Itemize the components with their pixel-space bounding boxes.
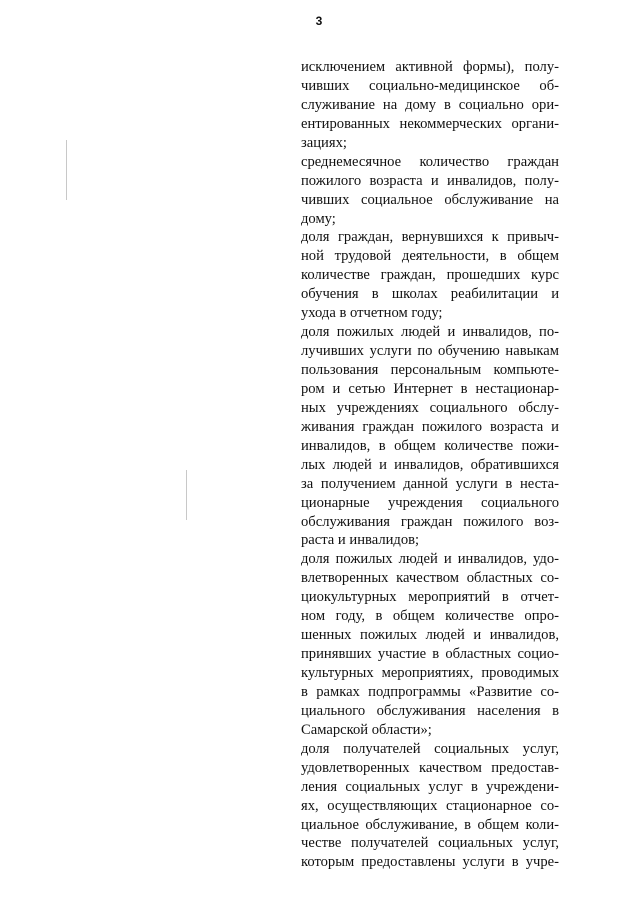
text-line: служивание на дому в социально ори- xyxy=(301,96,559,113)
text-line: удовлетворенных качеством предостав- xyxy=(301,759,559,776)
paragraph xyxy=(301,550,559,739)
text-line: ухода в отчетном году; xyxy=(301,305,443,322)
text-line: ях, осуществляющих стационарное со- xyxy=(301,797,559,814)
scan-artifact xyxy=(66,140,67,200)
text-line: лучивших услуги по обучению навыкам xyxy=(301,343,559,360)
text-line: доля граждан, вернувшихся к привыч- xyxy=(301,229,559,246)
text-line: принявших участие в областных социо- xyxy=(301,646,559,663)
text-line: среднемесячное количество граждан xyxy=(301,153,559,170)
text-line: которым предоставлены услуги в учре- xyxy=(301,854,559,871)
text-line: пользования персональным компьюте- xyxy=(301,362,559,378)
text-line: пожилого возраста и инвалидов, полу- xyxy=(301,172,559,189)
text-line: влетворенных качеством областных со- xyxy=(301,570,559,587)
text-line: ной трудовой деятельности, в общем xyxy=(301,248,559,265)
text-line: обслуживания граждан пожилого воз- xyxy=(301,513,559,530)
text-line: раста и инвалидов; xyxy=(301,532,420,549)
paragraph xyxy=(301,228,559,323)
text-line: циальное обслуживание, в общем коли- xyxy=(301,816,559,833)
paragraph xyxy=(301,323,559,550)
text-line: зациях; xyxy=(301,134,347,151)
text-line: количестве граждан, прошедших курс xyxy=(301,267,559,284)
text-line: чивших социальное обслуживание на xyxy=(301,191,559,208)
text-line: живания граждан пожилого возраста и xyxy=(301,418,559,435)
text-line: ентированных некоммерческих органи- xyxy=(301,115,559,132)
text-line: честве получателей социальных услуг, xyxy=(301,835,559,852)
text-line: циального обслуживания населения в xyxy=(301,702,559,719)
text-line: ления социальных услуг в учреждени- xyxy=(301,778,559,795)
text-line: ционарные учреждения социального xyxy=(301,494,559,511)
text-line: доля пожилых людей и инвалидов, удо- xyxy=(301,551,559,568)
text-line: исключением активной формы), полу- xyxy=(301,59,559,75)
text-line: культурных мероприятиях, проводимых xyxy=(301,665,559,681)
text-line: циокультурных мероприятий в отчет- xyxy=(301,589,559,606)
page-number-text: 3 xyxy=(315,14,323,28)
paragraph xyxy=(301,153,559,229)
paragraph xyxy=(301,58,559,153)
paragraph xyxy=(301,740,559,873)
text-line: лых людей и инвалидов, обратившихся xyxy=(301,456,559,473)
text-line: доля пожилых людей и инвалидов, по- xyxy=(301,324,559,341)
text-line: шенных пожилых людей и инвалидов, xyxy=(301,627,559,644)
text-line: Самарской области»; xyxy=(301,721,432,738)
text-line: за получением данной услуги в неста- xyxy=(301,475,559,492)
page-number xyxy=(0,14,640,28)
text-line: чивших социально-медицинское об- xyxy=(301,77,559,94)
text-column xyxy=(301,58,559,872)
text-line: обучения в школах реабилитации и xyxy=(301,286,559,303)
text-line: доля получателей социальных услуг, xyxy=(301,740,559,757)
text-line: в рамках подпрограммы «Развитие со- xyxy=(301,683,559,700)
text-line: ных учреждениях социального обслу- xyxy=(301,399,559,416)
text-line: инвалидов, в общем количестве пожи- xyxy=(301,437,559,454)
scan-artifact xyxy=(186,470,187,520)
text-line: ном году, в общем количестве опро- xyxy=(301,608,559,625)
text-line: дому; xyxy=(301,210,336,227)
text-line: ром и сетью Интернет в нестационар- xyxy=(301,380,559,397)
